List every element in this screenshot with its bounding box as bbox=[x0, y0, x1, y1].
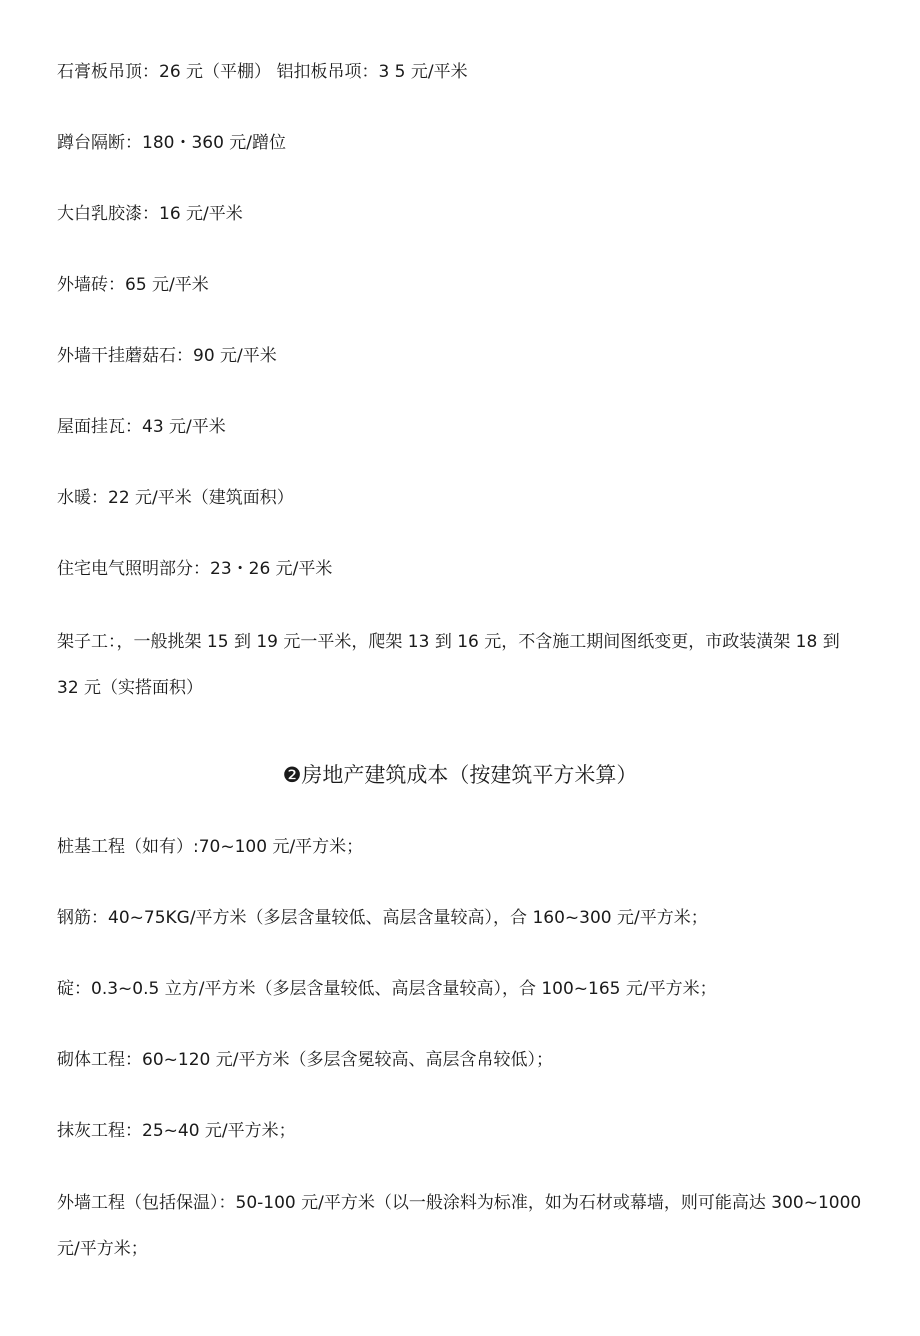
item-plumbing: 水暖：22 元/平米（建筑面积） bbox=[57, 488, 294, 508]
item-pile-foundation: 桩基工程（如有）:70~100 元/平方米； bbox=[57, 837, 364, 857]
item-mushroom-stone: 外墙干挂蘑菇石：90 元/平米 bbox=[57, 346, 277, 366]
item-masonry: 砌体工程：60~120 元/平方米（多层含冕较高、高层含帛较低）； bbox=[57, 1050, 553, 1070]
item-roof-tile: 屋面挂瓦：43 元/平米 bbox=[57, 417, 226, 437]
item-latex-paint: 大白乳胶漆：16 元/平米 bbox=[57, 204, 243, 224]
item-plastering: 抹灰工程：25~40 元/平方米； bbox=[57, 1121, 296, 1141]
item-squat-partition: 蹲台隔断：180・360 元/蹭位 bbox=[57, 133, 287, 153]
item-exterior-tile: 外墙砖：65 元/平米 bbox=[57, 275, 209, 295]
item-rebar: 钢筋：40~75KG/平方米（多层含量较低、高层含量较高），合 160~300 元/平方米； bbox=[57, 908, 708, 928]
item-scaffolding: 架子工：，一般挑架 15 到 19 元一平米，爬架 13 到 16 元，不含施工期间图纸变更，市政装潢架 18 到 32 元（实搭面积） bbox=[57, 632, 840, 698]
item-electrical-lighting: 住宅电气照明部分：23・26 元/平米 bbox=[57, 559, 333, 579]
section-heading: ❷房地产建筑成本（按建筑平方米算） bbox=[282, 763, 638, 787]
item-exterior-wall: 外墙工程（包括保温）：50-100 元/平方米（以一般涂料为标准，如为石材或幕墙，则可能高达 300~1000 元/平方米； bbox=[57, 1193, 862, 1259]
item-gypsum-ceiling: 石膏板吊顶：26 元（平棚） 铝扣板吊项：3 5 元/平米 bbox=[57, 62, 468, 82]
item-concrete: 碇：0.3~0.5 立方/平方米（多层含量较低、高层含量较高），合 100~165 元/平方米； bbox=[57, 979, 717, 999]
